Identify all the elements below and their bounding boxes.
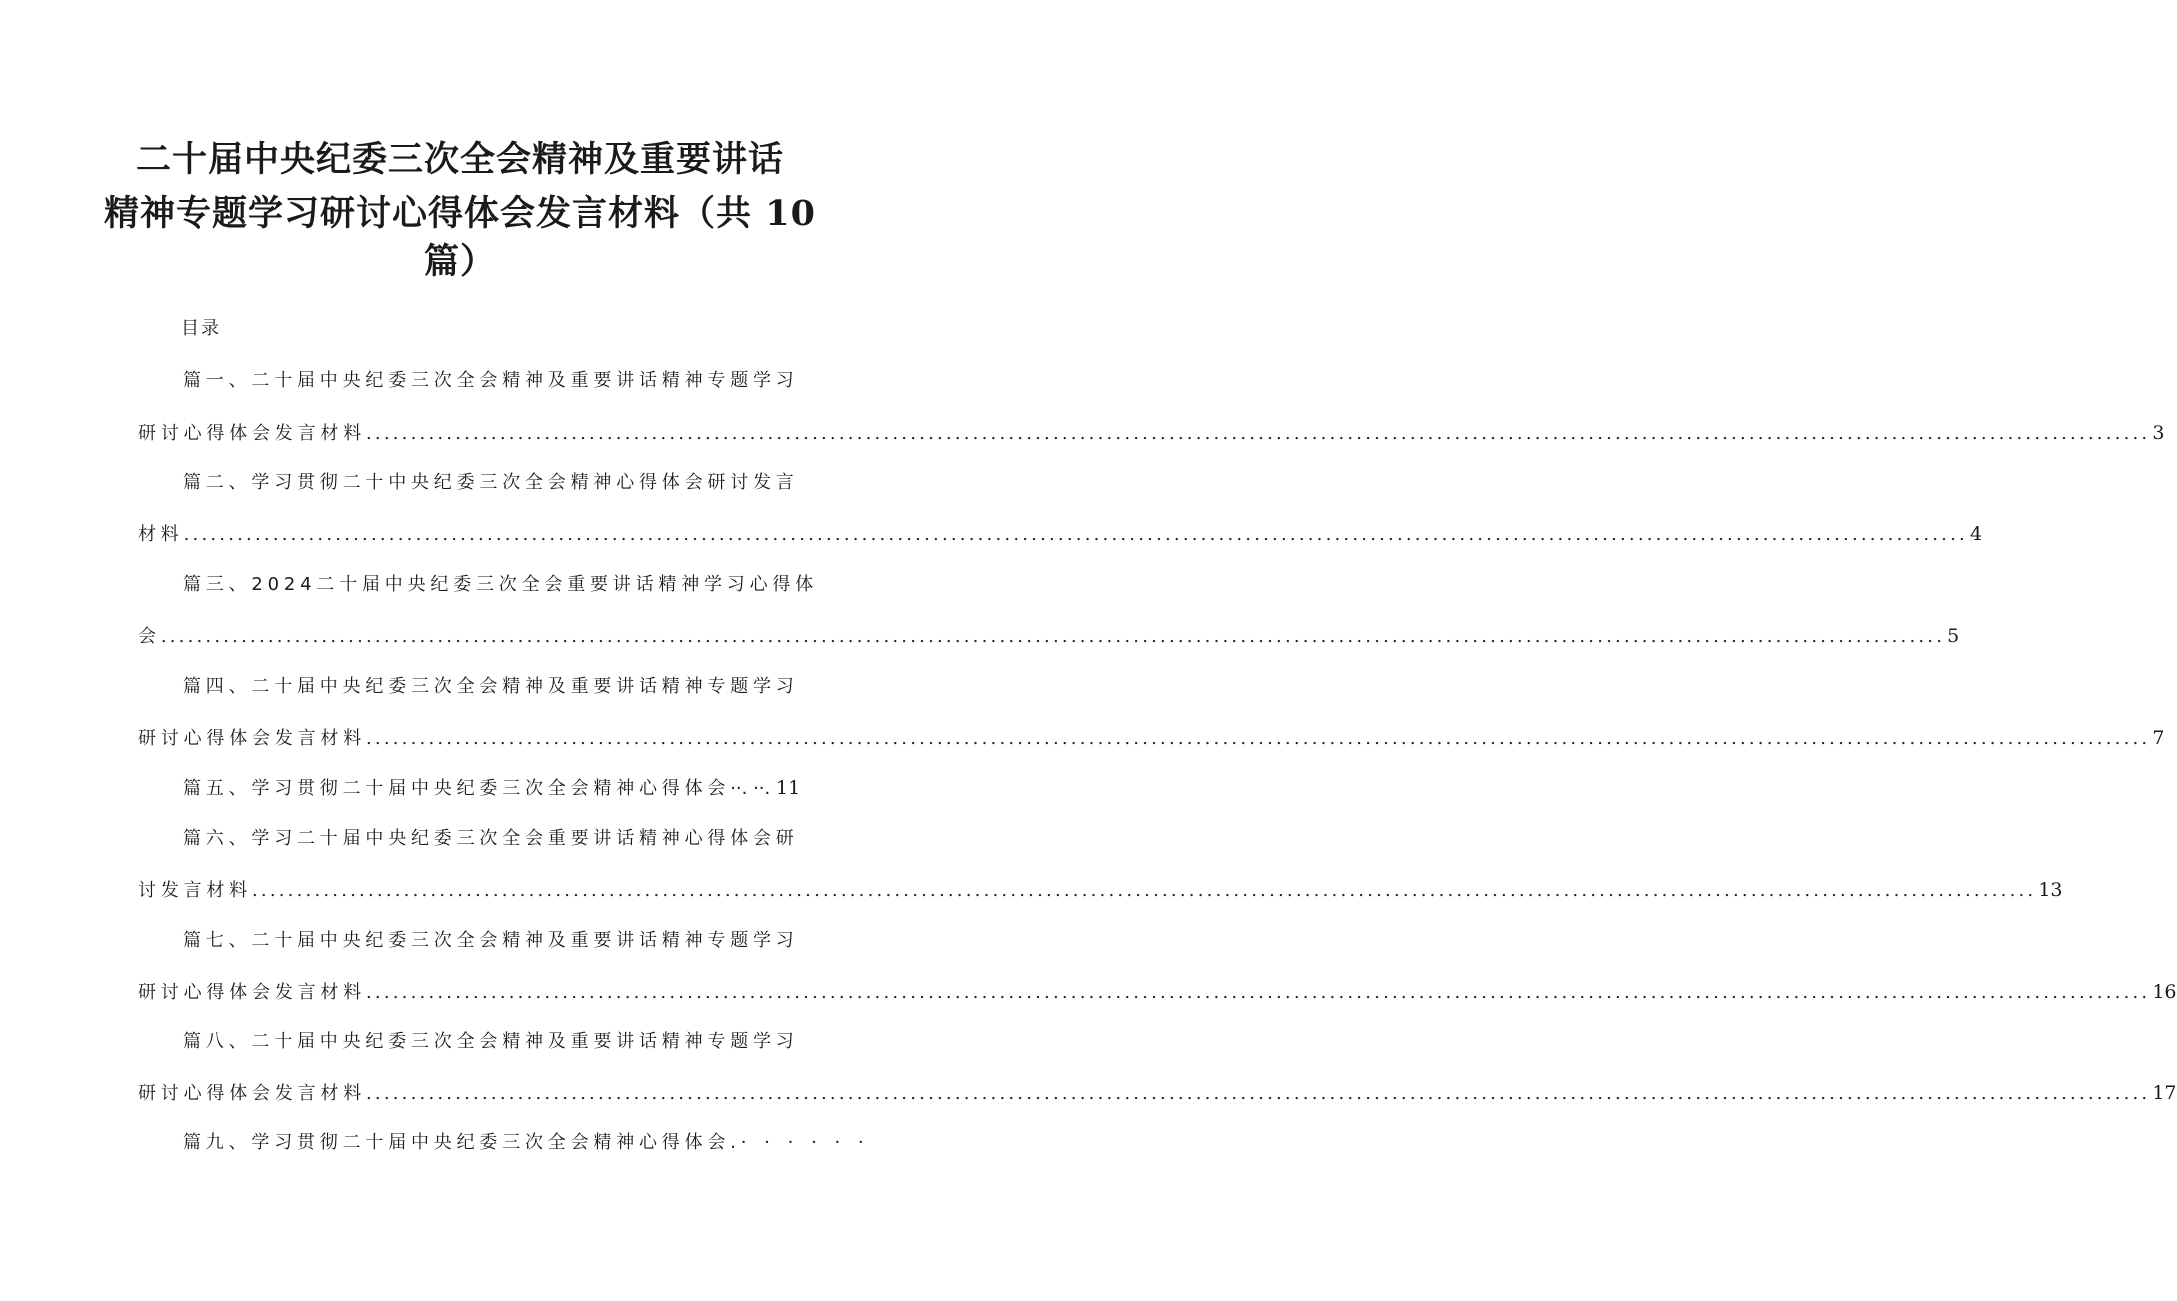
toc-entry-9[interactable]: [183, 1134, 870, 1152]
toc-leader-dots: ........................................................................................................................................................................................................: [366, 982, 2151, 1003]
toc-entry-8-line-1[interactable]: 篇八、二十届中央纪委三次全会精神及重要讲话精神专题学习: [183, 1031, 799, 1052]
toc-entry-3-line-2[interactable]: [138, 625, 1960, 647]
toc-entry-9-title: 篇九、学习贯彻二十届中央纪委三次全会精神心得体会.: [183, 1132, 741, 1153]
toc-leader-dots: ........................................................................................................................................................................................................: [366, 1083, 2151, 1104]
toc-entry-6-page: 13: [2038, 879, 2063, 901]
toc-entry-7-line-1[interactable]: 篇七、二十届中央纪委三次全会精神及重要讲话精神专题学习: [183, 930, 799, 951]
toc-entry-1-line-2[interactable]: [138, 422, 2165, 444]
toc-entry-6-line-2[interactable]: [138, 879, 2063, 901]
toc-entry-2-line-2[interactable]: [138, 523, 1983, 545]
document-title-line-3: 篇）: [423, 242, 496, 282]
toc-entry-7-line-2[interactable]: [138, 981, 2177, 1003]
toc-entry-4-page: 7: [2152, 727, 2165, 749]
toc-leader-dots: ........................................................................................................................................................................................................: [366, 423, 2151, 444]
toc-entry-1-line-1[interactable]: 篇一、二十届中央纪委三次全会精神及重要讲话精神专题学习: [183, 370, 799, 391]
toc-entry-8-title-end: 研讨心得体会发言材料: [138, 1083, 366, 1104]
toc-entry-2-page: 4: [1969, 523, 1983, 545]
toc-entry-9-leader: · · · · · ·: [740, 1132, 870, 1153]
title-count: 10: [765, 193, 816, 234]
document-title-line-1: 二十届中央纪委三次全会精神及重要讲话: [135, 140, 784, 180]
toc-entry-7-page: 16: [2152, 981, 2177, 1003]
toc-entry-4-line-2[interactable]: [138, 727, 2165, 749]
toc-leader-dots: ........................................................................................................................................................................................................: [252, 880, 2037, 901]
toc-heading: 目录: [181, 318, 221, 339]
document-title-line-2: [100, 193, 820, 234]
toc-entry-1-title-end: 研讨心得体会发言材料: [138, 423, 366, 444]
toc-leader-dots: ........................................................................................................................................................................................................: [183, 524, 1968, 545]
toc-entry-6-title-end: 讨发言材料: [138, 880, 252, 901]
toc-entry-3-title-end: 会: [138, 626, 161, 647]
toc-entry-2-line-1[interactable]: 篇二、学习贯彻二十中央纪委三次全会精神心得体会研讨发言: [183, 472, 799, 493]
toc-leader-dots: ........................................................................................................................................................................................................: [160, 626, 1946, 647]
toc-entry-4-title-end: 研讨心得体会发言材料: [138, 728, 366, 749]
toc-entry-5-title: 篇五、学习贯彻二十届中央纪委三次全会精神心得体会: [183, 778, 731, 799]
toc-entry-5-page: 11: [775, 777, 801, 799]
toc-entry-3-line-1[interactable]: 篇三、2024二十届中央纪委三次全会重要讲话精神学习心得体: [183, 574, 819, 595]
toc-entry-1-page: 3: [2152, 422, 2165, 444]
toc-entry-8-page: 17: [2152, 1082, 2177, 1104]
toc-entry-5[interactable]: [183, 779, 800, 798]
toc-leader-dots: ........................................................................................................................................................................................................: [366, 728, 2151, 749]
toc-entry-3-page: 5: [1947, 625, 1960, 647]
toc-entry-4-line-1[interactable]: 篇四、二十届中央纪委三次全会精神及重要讲话精神专题学习: [183, 676, 799, 697]
title-line-2-text: 精神专题学习研讨心得体会发言材料（共: [104, 194, 766, 234]
toc-entry-2-title-end: 材料: [138, 524, 184, 545]
toc-entry-5-leader: ··. ··.: [730, 778, 776, 799]
toc-entry-6-line-1[interactable]: 篇六、学习二十届中央纪委三次全会重要讲话精神心得体会研: [183, 828, 799, 849]
toc-entry-7-title-end: 研讨心得体会发言材料: [138, 982, 366, 1003]
toc-entry-8-line-2[interactable]: [138, 1082, 2177, 1104]
